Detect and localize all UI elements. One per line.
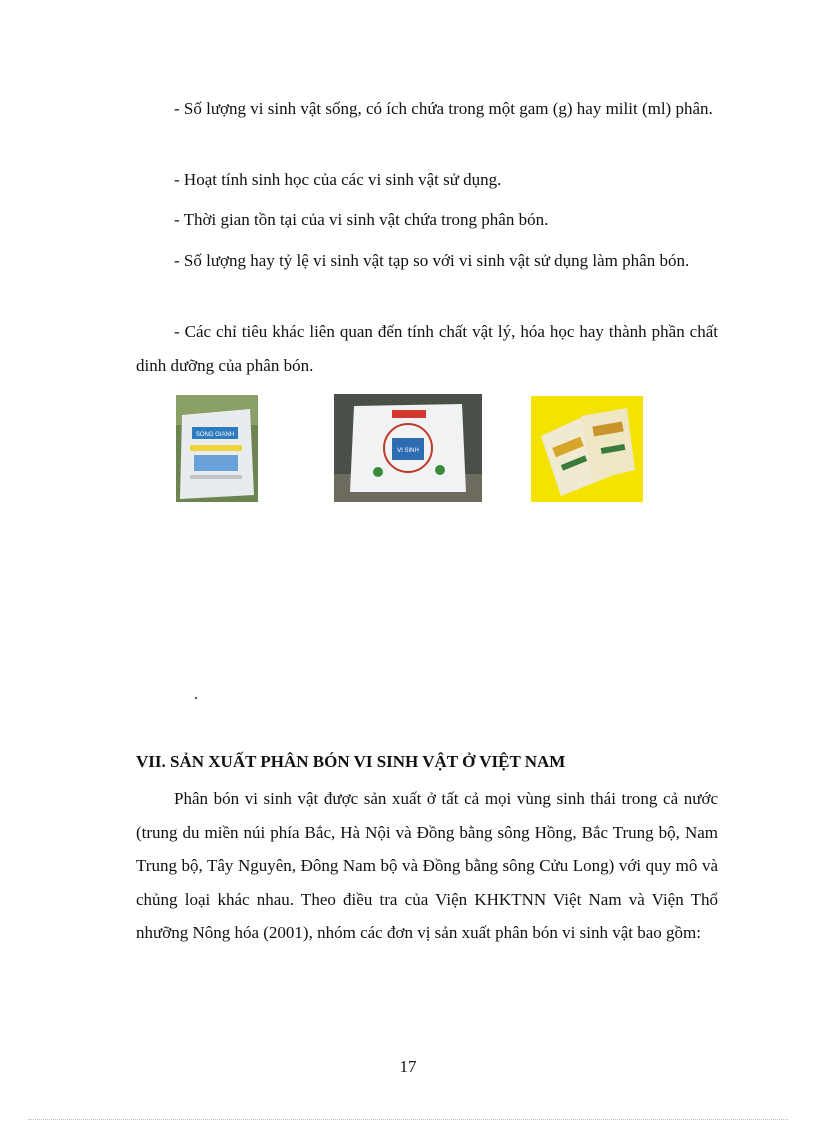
fertilizer-bag-photo-1: [176, 395, 258, 502]
stray-mark: .: [194, 686, 198, 703]
fertilizer-bag-photo-3: [531, 396, 643, 502]
bullet-microbe-count: - Số lượng vi sinh vật sống, có ích chứa trong một gam (g) hay milit (ml) phân.: [174, 99, 713, 118]
bullet-biological-activity: - Hoạt tính sinh học của các vi sinh vật sử dụng.: [174, 170, 502, 189]
svg-text:VI SINH: VI SINH: [397, 448, 419, 454]
section-body: Phân bón vi sinh vật được sản xuất ở tất cả mọi vùng sinh thái trong cả nước (trung du miền núi phía Bắc, Hà Nội và Đồng bằng sông Hồng, Bắc Trung bộ, Nam Trung bộ, Tây Nguyên, Đông Nam bộ và Đồng bằng sông Cửu Long) với quy mô và chủng loại khác nhau. Theo điều tra của Viện KHKTNN Việt Nam và Viện Thổ nhưỡng Nông hóa (2001), nhóm các đơn vị sản xuất phân bón vi sinh vật bao gồm:: [136, 789, 718, 942]
bullet-contaminant-ratio: - Số lượng hay tỷ lệ vi sinh vật tạp so với vi sinh vật sử dụng làm phân bón.: [174, 251, 690, 270]
section-heading: VII. SẢN XUẤT PHÂN BÓN VI SINH VẬT Ở VIỆT NAM: [136, 752, 566, 771]
bullet-other-criteria: - Các chỉ tiêu khác liên quan đến tính chất vật lý, hóa học hay thành phần chất dinh dưỡng của phân bón.: [136, 322, 718, 375]
svg-text:SONG GIANH: SONG GIANH: [195, 432, 235, 438]
fertilizer-bag-photo-2: [334, 394, 482, 502]
bullet-survival-time: - Thời gian tồn tại của vi sinh vật chứa trong phân bón.: [174, 210, 549, 229]
page-bottom-divider: [28, 1119, 788, 1120]
page-number: 17: [399, 1057, 417, 1076]
